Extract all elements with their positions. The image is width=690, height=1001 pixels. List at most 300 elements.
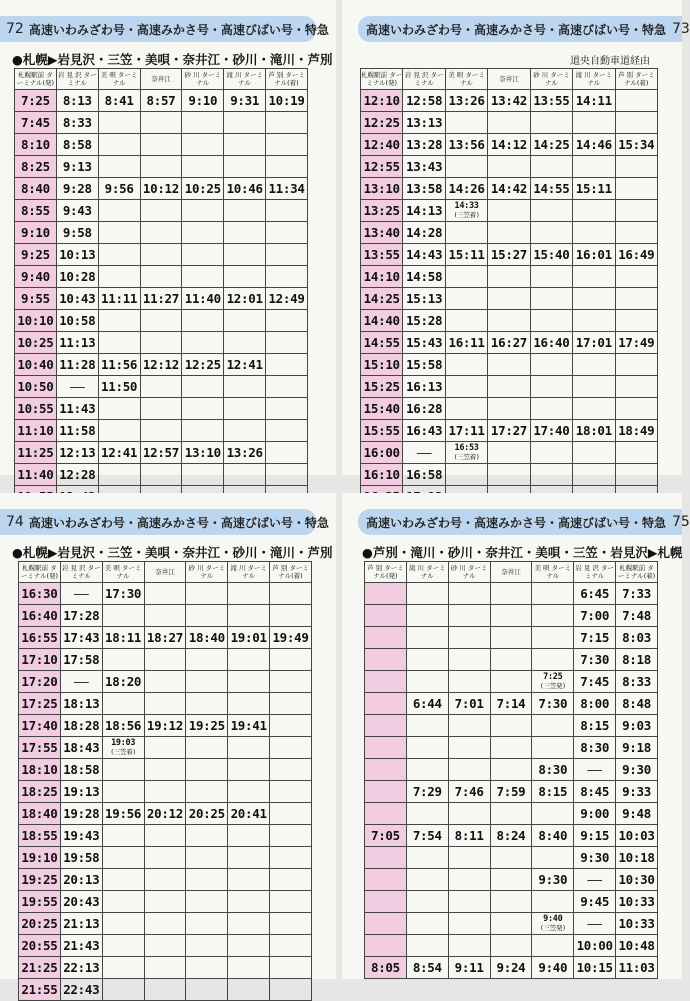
time-cell: [182, 332, 224, 354]
table-row: [19, 715, 312, 737]
time-cell: [490, 605, 532, 627]
column-header: 滝 川 ターミナル: [228, 562, 270, 583]
time-cell: 8:24: [490, 825, 532, 847]
time-cell: [270, 605, 312, 627]
time-cell: [270, 583, 312, 605]
time-cell: 9:31: [224, 90, 266, 112]
banner-title: 高速いわみざわ号・高速みかさ号・高速びばい号・特急: [28, 515, 329, 530]
time-cell: 7:25 (三笠発): [532, 671, 574, 693]
column-header: 砂 川 ターミナル: [530, 69, 572, 90]
time-cell: [615, 266, 657, 288]
table-row: [15, 332, 308, 354]
time-cell: [530, 464, 572, 486]
time-note: (三笠着): [110, 747, 137, 756]
table-row: [361, 90, 658, 112]
table-row: [361, 464, 658, 486]
time-cell: [573, 464, 615, 486]
time-cell: 13:40: [361, 222, 403, 244]
column-header: 芦 別 ターミナル(発): [365, 562, 407, 583]
time-cell: [224, 310, 266, 332]
table-row: [365, 671, 658, 693]
table-row: [365, 737, 658, 759]
table-row: [19, 847, 312, 869]
header-row: [361, 69, 658, 90]
time-cell: [488, 288, 530, 310]
time-cell: 9:25: [15, 244, 57, 266]
time-cell: [530, 442, 572, 464]
time-cell: [270, 737, 312, 759]
time-cell: [448, 605, 490, 627]
time-cell: 17:28: [60, 605, 102, 627]
time-cell: [270, 649, 312, 671]
time-cell: 13:26: [224, 442, 266, 464]
table-row: [365, 715, 658, 737]
time-cell: [532, 649, 574, 671]
time-cell: [530, 398, 572, 420]
time-cell: 8:55: [15, 200, 57, 222]
time-cell: [365, 781, 407, 803]
timetable: [364, 561, 658, 979]
time-cell: [530, 112, 572, 134]
banner-title: 高速いわみざわ号・高速みかさ号・高速びばい号・特急: [366, 22, 667, 37]
time-cell: 19:49: [270, 627, 312, 649]
time-cell: 17:49: [615, 332, 657, 354]
time-cell: [488, 310, 530, 332]
time-cell: 19:10: [19, 847, 61, 869]
time-cell: 10:19: [266, 90, 308, 112]
column-header: 滝 川 ターミナル: [406, 562, 448, 583]
table-row: [365, 935, 658, 957]
column-header: 奈井江: [488, 69, 530, 90]
time-cell: 9:03: [616, 715, 658, 737]
time-cell: [488, 376, 530, 398]
time-cell: 6:44: [406, 693, 448, 715]
time-cell: [140, 398, 182, 420]
time-cell: 18:40: [19, 803, 61, 825]
time-cell: 22:43: [60, 979, 102, 1001]
time-cell: [186, 913, 228, 935]
time-cell: 7:30: [532, 693, 574, 715]
time-cell: [490, 627, 532, 649]
time-cell: 8:15: [574, 715, 616, 737]
time-cell: 15:28: [403, 310, 445, 332]
table-row: [15, 398, 308, 420]
time-cell: [365, 693, 407, 715]
time-cell: [532, 605, 574, 627]
time-cell: [144, 583, 186, 605]
time-cell: [102, 759, 144, 781]
table-row: [365, 759, 658, 781]
time-cell: 10:58: [56, 310, 98, 332]
time-cell: 19:01: [228, 627, 270, 649]
time-cell: [270, 935, 312, 957]
time-cell: [144, 957, 186, 979]
time-cell: 9:40: [532, 957, 574, 979]
time-cell: 8:48: [616, 693, 658, 715]
time-cell: 15:34: [615, 134, 657, 156]
timetable: [360, 68, 658, 508]
time-cell: [365, 649, 407, 671]
time-cell: 8:15: [532, 781, 574, 803]
table-row: [19, 781, 312, 803]
time-cell: [445, 156, 487, 178]
time-cell: 19:28: [60, 803, 102, 825]
time-cell: 11:03: [616, 957, 658, 979]
time-cell: [573, 266, 615, 288]
time-cell: 17:27: [488, 420, 530, 442]
time-cell: 11:40: [182, 288, 224, 310]
time-cell: 13:55: [361, 244, 403, 266]
time-cell: 10:00: [574, 935, 616, 957]
time-cell: 15:25: [361, 376, 403, 398]
time-cell: 15:43: [403, 332, 445, 354]
time-cell: 12:41: [224, 354, 266, 376]
column-header: 美 唄 ターミナル: [445, 69, 487, 90]
time-cell: 21:43: [60, 935, 102, 957]
time-cell: 12:28: [56, 464, 98, 486]
banner-title: 高速いわみざわ号・高速みかさ号・高速びばい号・特急: [366, 515, 667, 530]
time-cell: [615, 464, 657, 486]
time-cell: [445, 464, 487, 486]
time-cell: [406, 737, 448, 759]
time-cell: 11:34: [266, 178, 308, 200]
time-cell: 10:12: [140, 178, 182, 200]
time-cell: [530, 222, 572, 244]
time-cell: 22:13: [60, 957, 102, 979]
timetable: [18, 561, 312, 1001]
time-cell: [186, 737, 228, 759]
time-cell: [406, 891, 448, 913]
page-73: [342, 0, 690, 482]
time-cell: 19:03 (三笠着): [102, 737, 144, 759]
time-cell: 14:42: [488, 178, 530, 200]
time-cell: [144, 869, 186, 891]
time-cell: [144, 913, 186, 935]
table-row: [15, 222, 308, 244]
time-cell: 9:10: [15, 222, 57, 244]
time-cell: 8:00: [574, 693, 616, 715]
table-row: [15, 244, 308, 266]
time-cell: 7:00: [574, 605, 616, 627]
time-cell: 14:58: [403, 266, 445, 288]
time-cell: [573, 398, 615, 420]
page-75: [342, 493, 690, 979]
table-row: [361, 266, 658, 288]
table-row: [19, 825, 312, 847]
time-cell: [186, 891, 228, 913]
time-cell: [532, 803, 574, 825]
column-header: 滝 川 ターミナル: [573, 69, 615, 90]
time-cell: 10:30: [616, 869, 658, 891]
table-row: [19, 737, 312, 759]
time-cell: [573, 200, 615, 222]
time-cell: [144, 605, 186, 627]
time-cell: [445, 354, 487, 376]
time-cell: 14:13: [403, 200, 445, 222]
time-cell: [182, 134, 224, 156]
table-row: [19, 583, 312, 605]
time-cell: 18:20: [102, 671, 144, 693]
time-cell: [448, 737, 490, 759]
time-cell: [488, 112, 530, 134]
time-cell: 7:48: [616, 605, 658, 627]
time-cell: 13:13: [403, 112, 445, 134]
time-cell: 12:58: [403, 90, 445, 112]
time-cell: 7:29: [406, 781, 448, 803]
time-cell: 13:10: [361, 178, 403, 200]
table-row: [365, 803, 658, 825]
table-row: [365, 869, 658, 891]
time-cell: 10:33: [616, 891, 658, 913]
time-cell: [573, 156, 615, 178]
time-cell: 10:43: [56, 288, 98, 310]
time-cell: 19:56: [102, 803, 144, 825]
time-cell: 14:40: [361, 310, 403, 332]
time-cell: [266, 266, 308, 288]
time-cell: [615, 112, 657, 134]
table-row: [361, 222, 658, 244]
time-cell: [266, 420, 308, 442]
time-cell: [448, 935, 490, 957]
time-cell: [228, 913, 270, 935]
time-cell: [365, 759, 407, 781]
time-cell: 16:28: [403, 398, 445, 420]
time-cell: 11:50: [98, 376, 140, 398]
time-cell: 20:13: [60, 869, 102, 891]
time-cell: 14:43: [403, 244, 445, 266]
time-cell: [615, 376, 657, 398]
time-cell: [270, 825, 312, 847]
time-cell: 18:13: [60, 693, 102, 715]
time-cell: [530, 266, 572, 288]
route-line: ●札幌▶岩見沢・三笠・美唄・奈井江・砂川・滝川・芦別: [12, 52, 333, 67]
time-cell: [270, 891, 312, 913]
time-cell: 18:55: [19, 825, 61, 847]
time-cell: [186, 825, 228, 847]
time-cell: [530, 156, 572, 178]
time-cell: 17:58: [60, 649, 102, 671]
time-cell: 8:57: [140, 90, 182, 112]
time-cell: 21:25: [19, 957, 61, 979]
route-note: 道央自動車道経由: [570, 56, 650, 67]
time-cell: [144, 671, 186, 693]
time-cell: 11:11: [98, 288, 140, 310]
time-cell: 17:40: [19, 715, 61, 737]
page-number: 74: [6, 514, 24, 530]
time-cell: 9:40: [15, 266, 57, 288]
time-cell: [490, 649, 532, 671]
time-cell: 17:55: [19, 737, 61, 759]
time-cell: 15:40: [361, 398, 403, 420]
time-cell: 20:25: [186, 803, 228, 825]
time-cell: [266, 310, 308, 332]
time-cell: [98, 310, 140, 332]
time-cell: 14:55: [361, 332, 403, 354]
table-row: [15, 464, 308, 486]
time-cell: [490, 935, 532, 957]
time-cell: 13:26: [445, 90, 487, 112]
header-row: [15, 69, 308, 90]
time-cell: [140, 420, 182, 442]
time-cell: [98, 244, 140, 266]
time-cell: 20:41: [228, 803, 270, 825]
time-cell: [532, 891, 574, 913]
time-cell: [224, 332, 266, 354]
time-cell: [448, 891, 490, 913]
time-cell: 7:25: [15, 90, 57, 112]
time-cell: 14:25: [530, 134, 572, 156]
time-cell: [98, 398, 140, 420]
time-cell: [144, 847, 186, 869]
time-cell: [270, 847, 312, 869]
time-cell: [186, 671, 228, 693]
time-cell: [102, 781, 144, 803]
time-cell: [224, 420, 266, 442]
time-cell: [182, 376, 224, 398]
time-cell: [228, 583, 270, 605]
time-cell: [365, 627, 407, 649]
time-cell: [270, 781, 312, 803]
time-cell: 9:10: [182, 90, 224, 112]
time-cell: [140, 222, 182, 244]
time-cell: [615, 200, 657, 222]
column-header: 札幌駅前 ターミナル(発): [361, 69, 403, 90]
table-row: [365, 649, 658, 671]
time-cell: [270, 671, 312, 693]
time-cell: 9:28: [56, 178, 98, 200]
time-cell: 8:58: [56, 134, 98, 156]
time-cell: [182, 420, 224, 442]
time-cell: [270, 869, 312, 891]
time-cell: 14:33 (三笠着): [445, 200, 487, 222]
time-cell: [445, 266, 487, 288]
time-cell: [98, 464, 140, 486]
time-cell: 7:30: [574, 649, 616, 671]
time-cell: 21:55: [19, 979, 61, 1001]
time-cell: [186, 935, 228, 957]
time-cell: [266, 200, 308, 222]
time-cell: [365, 891, 407, 913]
page-72: [0, 0, 336, 482]
time-cell: 17:25: [19, 693, 61, 715]
time-cell: 18:43: [60, 737, 102, 759]
time-cell: [224, 464, 266, 486]
time-cell: [140, 464, 182, 486]
time-cell: 16:58: [403, 464, 445, 486]
time-cell: [102, 693, 144, 715]
time-cell: 10:46: [224, 178, 266, 200]
time-cell: [144, 759, 186, 781]
time-cell: [530, 288, 572, 310]
time-cell: 18:28: [60, 715, 102, 737]
time-cell: [186, 693, 228, 715]
column-header: 砂 川 ターミナル: [186, 562, 228, 583]
table-row: [361, 178, 658, 200]
time-cell: 7:33: [616, 583, 658, 605]
time-cell: 9:55: [15, 288, 57, 310]
time-cell: [228, 737, 270, 759]
time-cell: 14:25: [361, 288, 403, 310]
table-row: [15, 200, 308, 222]
time-note: (三笠着): [453, 210, 480, 219]
time-cell: [228, 891, 270, 913]
time-cell: 9:30: [574, 847, 616, 869]
time-cell: 14:12: [488, 134, 530, 156]
column-header: 岩 見 沢 ターミナル: [403, 69, 445, 90]
time-cell: 13:58: [403, 178, 445, 200]
time-cell: [445, 222, 487, 244]
time-cell: 8:05: [365, 957, 407, 979]
time-cell: 16:40: [530, 332, 572, 354]
time-cell: 9:13: [56, 156, 98, 178]
time-cell: [615, 178, 657, 200]
time-cell: 15:55: [361, 420, 403, 442]
time-cell: [140, 376, 182, 398]
time-cell: 18:10: [19, 759, 61, 781]
time-cell: [144, 737, 186, 759]
page-banner: [358, 509, 690, 535]
time-cell: 8:13: [56, 90, 98, 112]
time-cell: ——: [574, 759, 616, 781]
time-cell: [270, 759, 312, 781]
time-cell: [573, 376, 615, 398]
time-cell: 9:18: [616, 737, 658, 759]
time-cell: [140, 266, 182, 288]
time-cell: [406, 583, 448, 605]
time-cell: [186, 759, 228, 781]
time-cell: [102, 825, 144, 847]
time-cell: 19:25: [19, 869, 61, 891]
time-cell: 15:11: [445, 244, 487, 266]
time-cell: [615, 310, 657, 332]
time-cell: [144, 979, 186, 1001]
table-row: [19, 759, 312, 781]
time-cell: [448, 913, 490, 935]
time-cell: [490, 583, 532, 605]
time-cell: [102, 847, 144, 869]
time-cell: [490, 671, 532, 693]
time-cell: [98, 134, 140, 156]
time-cell: 18:49: [615, 420, 657, 442]
time-cell: [266, 354, 308, 376]
time-cell: 12:25: [182, 354, 224, 376]
time-cell: 7:54: [406, 825, 448, 847]
time-cell: [448, 715, 490, 737]
time-cell: 17:20: [19, 671, 61, 693]
time-cell: 10:28: [56, 266, 98, 288]
time-cell: 14:55: [530, 178, 572, 200]
time-cell: 11:40: [15, 464, 57, 486]
time-cell: [406, 759, 448, 781]
table-row: [19, 869, 312, 891]
time-cell: 12:41: [98, 442, 140, 464]
time-cell: 13:43: [403, 156, 445, 178]
time-cell: 16:30: [19, 583, 61, 605]
time-cell: [98, 332, 140, 354]
column-header: 札幌駅前 ターミナル(発): [19, 562, 61, 583]
time-cell: 12:13: [56, 442, 98, 464]
time-cell: 10:25: [182, 178, 224, 200]
time-cell: 16:10: [361, 464, 403, 486]
table-row: [15, 420, 308, 442]
time-cell: 9:24: [490, 957, 532, 979]
time-cell: [140, 200, 182, 222]
column-header: 岩 見 沢 ターミナル: [60, 562, 102, 583]
time-cell: [448, 649, 490, 671]
time-cell: 16:00: [361, 442, 403, 464]
column-header: 芦 別 ターミナル(着): [266, 69, 308, 90]
column-header: 札幌駅前 ターミナル(着): [616, 562, 658, 583]
